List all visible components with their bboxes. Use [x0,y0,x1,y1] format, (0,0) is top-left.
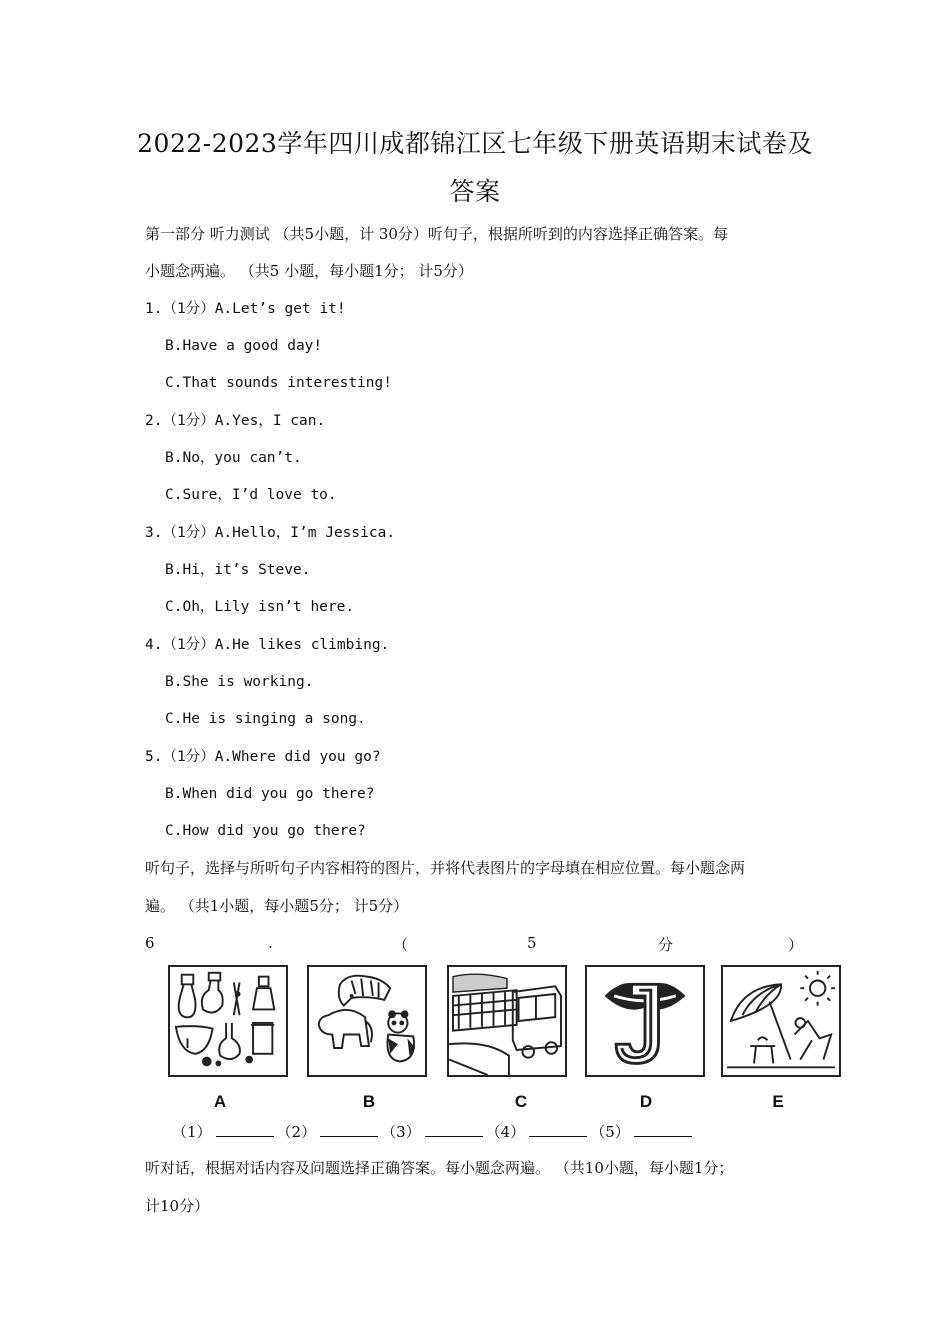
q2-stem: 2.（1分）A.Yes，I can. [145,413,326,429]
part1-intro-cont: 小题念两遍。 （共5 小题，每小题1分； 计5分） [145,262,473,280]
answer-blank-1[interactable] [216,1122,274,1137]
q2-option-c: C.Sure，I’d love to. [165,487,337,503]
part2-intro: 听句子，选择与所听句子内容相符的图片，并将代表图片的字母填在相应位置。每小题念两 [145,859,746,877]
q4-option-c: C.He is singing a song. [165,711,366,727]
q4-stem: 4.（1分）A.He likes climbing. [145,637,390,653]
q3-option-c: C.Oh，Lily isn’t here. [165,599,355,615]
answer-blank-5[interactable] [634,1122,692,1137]
title-line-2: 答案 [449,177,501,206]
answer-blank-2[interactable] [320,1122,378,1137]
q5-stem: 5.（1分）A.Where did you go? [145,749,381,765]
picture-b-label: B [362,1092,376,1111]
q6-paren-close: ） [788,936,804,954]
blank-label-1: （1） [172,1123,212,1141]
picture-e-label: E [772,1092,784,1111]
picture-d-label: D [639,1092,653,1111]
q1-option-c: C.That sounds interesting! [165,375,392,391]
q6-unit: 分 [658,936,674,954]
picture-e [721,965,841,1077]
picture-b [307,965,427,1077]
q6-score: 5 [527,934,537,952]
title-line-1: 2022-2023学年四川成都锦江区七年级下册英语期末试卷及 [137,129,813,158]
picture-a [168,965,288,1077]
q6-number: 6 [145,934,155,952]
blank-label-2: （2） [276,1123,317,1141]
quiet-sign-icon [587,967,703,1075]
answer-blank-3[interactable] [425,1122,483,1137]
picture-d [585,965,705,1077]
q2-option-b: B.No，you can’t. [165,450,302,466]
q6-dot: . [268,934,273,952]
bus-street-icon [449,967,565,1075]
picture-c [447,965,567,1077]
part3-intro-cont: 计10分） [145,1197,210,1215]
page-title [120,120,830,216]
zoo-animals-icon [309,967,425,1075]
q1-option-b: B.Have a good day! [165,338,323,354]
part1-intro: 第一部分 听力测试 （共5小题，计 30分）听句子，根据所听到的内容选择正确答案。每 [145,225,728,243]
lab-bottles-icon [170,967,286,1075]
picture-c-label: C [514,1092,528,1111]
q5-option-c: C.How did you go there? [165,823,366,839]
picture-a-label: A [213,1092,227,1111]
beach-umbrella-icon [723,967,839,1075]
blank-label-5: （5） [590,1123,630,1141]
blank-label-3: （3） [381,1123,421,1141]
q3-stem: 3.（1分）A.Hello，I’m Jessica. [145,525,396,541]
blank-label-4: （4） [485,1123,526,1141]
q5-option-b: B.When did you go there? [165,786,375,802]
part2-intro-cont: 遍。 （共1小题，每小题5分； 计5分） [145,897,409,915]
answer-blanks [172,1121,695,1142]
q3-option-b: B.Hi，it’s Steve. [165,562,311,578]
part3-intro: 听对话，根据对话内容及问题选择正确答案。每小题念两遍。 （共10小题，每小题1分； [145,1159,734,1177]
q4-option-b: B.She is working. [165,674,314,690]
q1-stem: 1.（1分）A.Let’s get it! [145,301,346,317]
answer-blank-4[interactable] [529,1122,587,1137]
q6-paren-open: （ [393,936,409,954]
